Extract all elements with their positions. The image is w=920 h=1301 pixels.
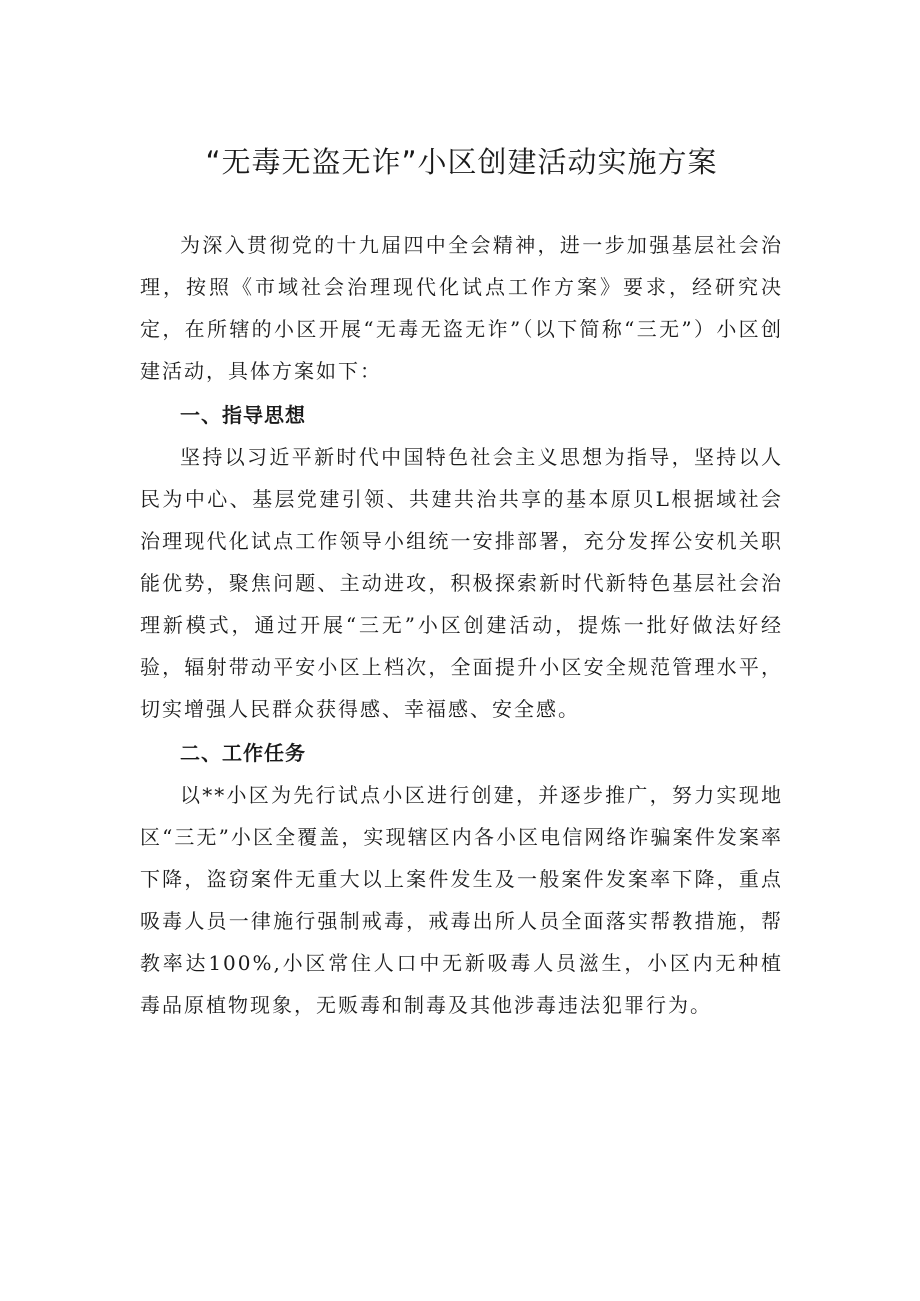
section-heading-work-tasks: 二、工作任务 — [180, 741, 306, 765]
document-page — [140, 138, 783, 1026]
section-body-guiding-ideology: 坚持以习近平新时代中国特色社会主义思想为指导，坚持以人民为中心、基层党建引领、共建共治共享的基本原贝L根据域社会治理现代化试点工作领导小组统一安排部署，充分发挥公安机关职能优势，聚焦问题、主动进攻，积极探索新时代新特色基层社会治理新模式，通过开展“三无”小区创建活动，提炼一批好做法好经验，辐射带动平安小区上档次，全面提升小区安全规范管理水平，切实增强人民群众获得感、幸福感、安全感。 — [140, 445, 783, 721]
document-title: “无毒无盗无诈”小区创建活动实施方案 — [205, 145, 718, 179]
intro-paragraph: 为深入贯彻党的十九届四中全会精神，进一步加强基层社会治理，按照《市域社会治理现代化试点工作方案》要求，经研究决定，在所辖的小区开展“无毒无盗无诈”（以下简称“三无”）小区创建活动，具体方案如下： — [140, 233, 783, 383]
section-heading-guiding-ideology: 一、指导思想 — [180, 403, 306, 427]
section-body-work-tasks: 以**小区为先行试点小区进行创建，并逐步推广，努力实现地区“三无”小区全覆盖，实现辖区内各小区电信网络诈骗案件发案率下降，盗窃案件无重大以上案件发生及一般案件发案率下降，重点吸毒人员一律施行强制戒毒，戒毒出所人员全面落实帮教措施，帮教率达100%,小区常住人口中无新吸毒人员滋生，小区内无种植毒品原植物现象，无贩毒和制毒及其他涉毒违法犯罪行为。 — [140, 783, 783, 1017]
